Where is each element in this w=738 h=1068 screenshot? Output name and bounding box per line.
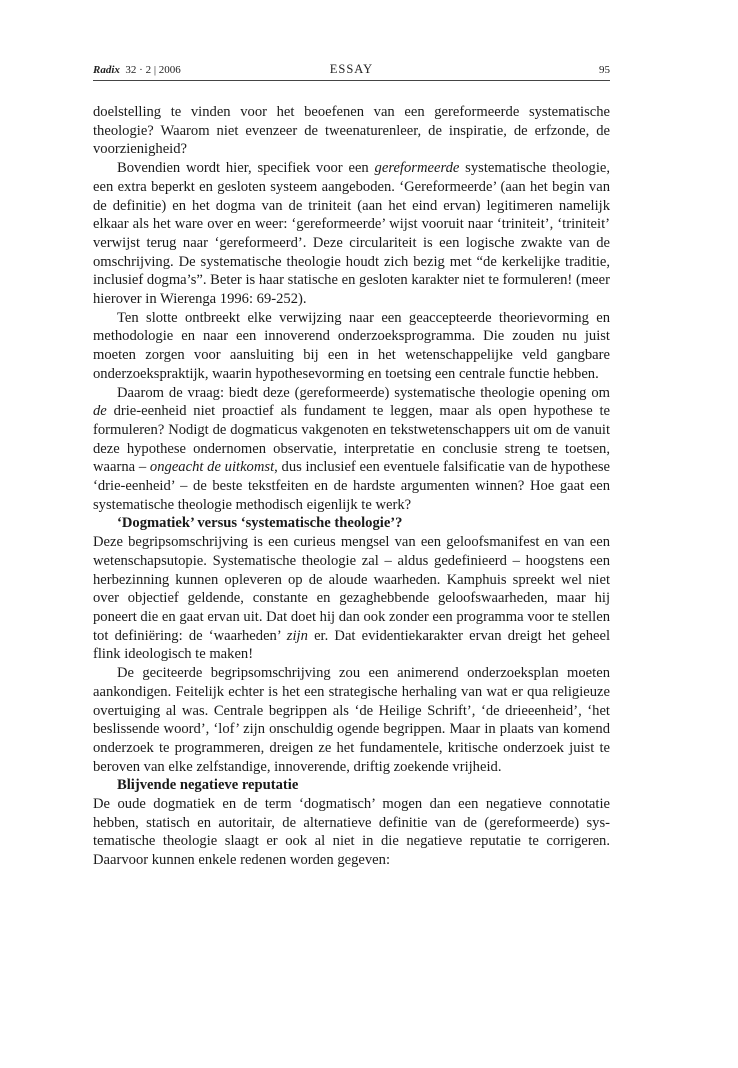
journal-issue: 32 · 2 | 2006 <box>125 64 181 76</box>
journal-page <box>93 0 610 1068</box>
paragraph: Daarom de vraag: biedt deze (gereformeerde) systematische theologie opening om de drie-eenheid niet proactief als fundament te leggen, maar als open hypothese te formuleren? Nodigt de dogmaticus vakgenoten en tekstwetenschappers uit om de vanuit deze hypothese ondernomen observatie, interpretatie en conclusie streng te toetsen, waarna – ongeacht de uitkomst, dus inclusief een eventuele falsificatie van de hypothese ‘drie-eenheid’ – de beste tekstfeiten en de hardste argumenten winnen? Hoe gaat een systematische theologie methodisch eigenlijk te werk? <box>93 384 611 513</box>
paragraph: De oude dogmatiek en de term ‘dogmatisch’ mogen dan een negatieve connotatie hebben, statisch en autoritair, de alternatieve definitie van de (gereformeerde) systematische theologie slaagt er ook al niet in die negatieve reputatie te corrigeren. Daarvoor kunnen enkele redenen worden gegeven: <box>93 796 610 869</box>
emphasis: ongeacht de uitkomst <box>149 459 275 476</box>
article-body <box>93 103 610 870</box>
paragraph: Deze begripsomschrijving is een curieus mengsel van een geloofsmanifest en van een wetenschapsutopie. Systematische theologie zal – aldus gedefinieerd – hoogstens een herbezinning kunnen opleveren op de aloude waarheden. Kamphuis spreekt wel niet over objectief geldende, constante en gezaghebbende geloofswaarheden, maar hij poneert die en gaat ervan uit. Dat doet hij dan ook zonder een programma voor te stellen tot definiëring: de ‘waarheden’ zijn er. Dat evidentiekarakter ervan dreigt het geheel flink ideologisch te maken! <box>93 534 610 663</box>
section-heading: Blijvende negatieve reputatie <box>117 777 299 794</box>
paragraph: De geciteerde begripsomschrijving zou een animerend onderzoeksplan moeten aankondigen. Feitelijk echter is het een strategische herhaling van wat er qua religieuze overtuiging al was. Centrale begrippen als ‘de Heilige Schrift’, ‘de drieeenheid’, ‘het beslissende woord’, ‘lof’ zijn onschuldig ogende begrippen. Maar in plaats van komend onderzoek te programmeren, dreigen ze het fundamentele, kritische onderzoek juist te beroven van elke zelfstandige, innoverende, driftig zoekende vrijheid. <box>93 665 610 775</box>
paragraph: doelstelling te vinden voor het beoefenen van een gereformeerde systematische theologie? Waarom niet evenzeer de tweenaturenleer, de inspiratie, de erfzonde, de voorzienigheid? <box>93 104 610 158</box>
paragraph: Ten slotte ontbreekt elke verwijzing naar een geaccepteerde theorievorming en methodologie en naar een innoverend onderzoeksprogramma. Die zouden nu juist moeten zorgen voor aansluiting bij een in het wetenschappelijke veld gangbare onderzoekspraktijk, waarin hypothesevorming en toetsing een centrale functie hebben. <box>93 309 610 382</box>
emphasis: gereformeerde <box>374 160 460 177</box>
emphasis: de <box>93 403 107 420</box>
section-label: ESSAY <box>329 62 374 76</box>
running-head <box>93 62 610 78</box>
emphasis: zijn <box>286 627 308 644</box>
header-rule <box>93 80 610 81</box>
journal-name: Radix <box>93 64 120 76</box>
section-heading: ‘Dogmatiek’ versus ‘systematische theologie’? <box>117 515 403 532</box>
page-number: 95 <box>599 64 610 76</box>
paragraph: Bovendien wordt hier, specifiek voor een gereformeerde systematische theologie, een extra beperkt en gesloten systeem aangeboden. ‘Gereformeerde’ (aan het begin van de definitie) en het dogma van de triniteit (aan het eind ervan) legitimeren namelijk elkaar als het ware over en weer: ‘gereformeerde’ wijst vooruit naar ‘triniteit’, ‘triniteit’ verwijst terug naar ‘gereformeerd’. Deze circulariteit is een logische zwakte van de omschrijving. De systematische theologie houdt zich bezig met “de kerkelijke traditie, inclusief dogma’s”. Beter is haar statische en gesloten karakter niet te formuleren! (meer hierover in Wierenga 1996: 69-252). <box>93 160 610 308</box>
